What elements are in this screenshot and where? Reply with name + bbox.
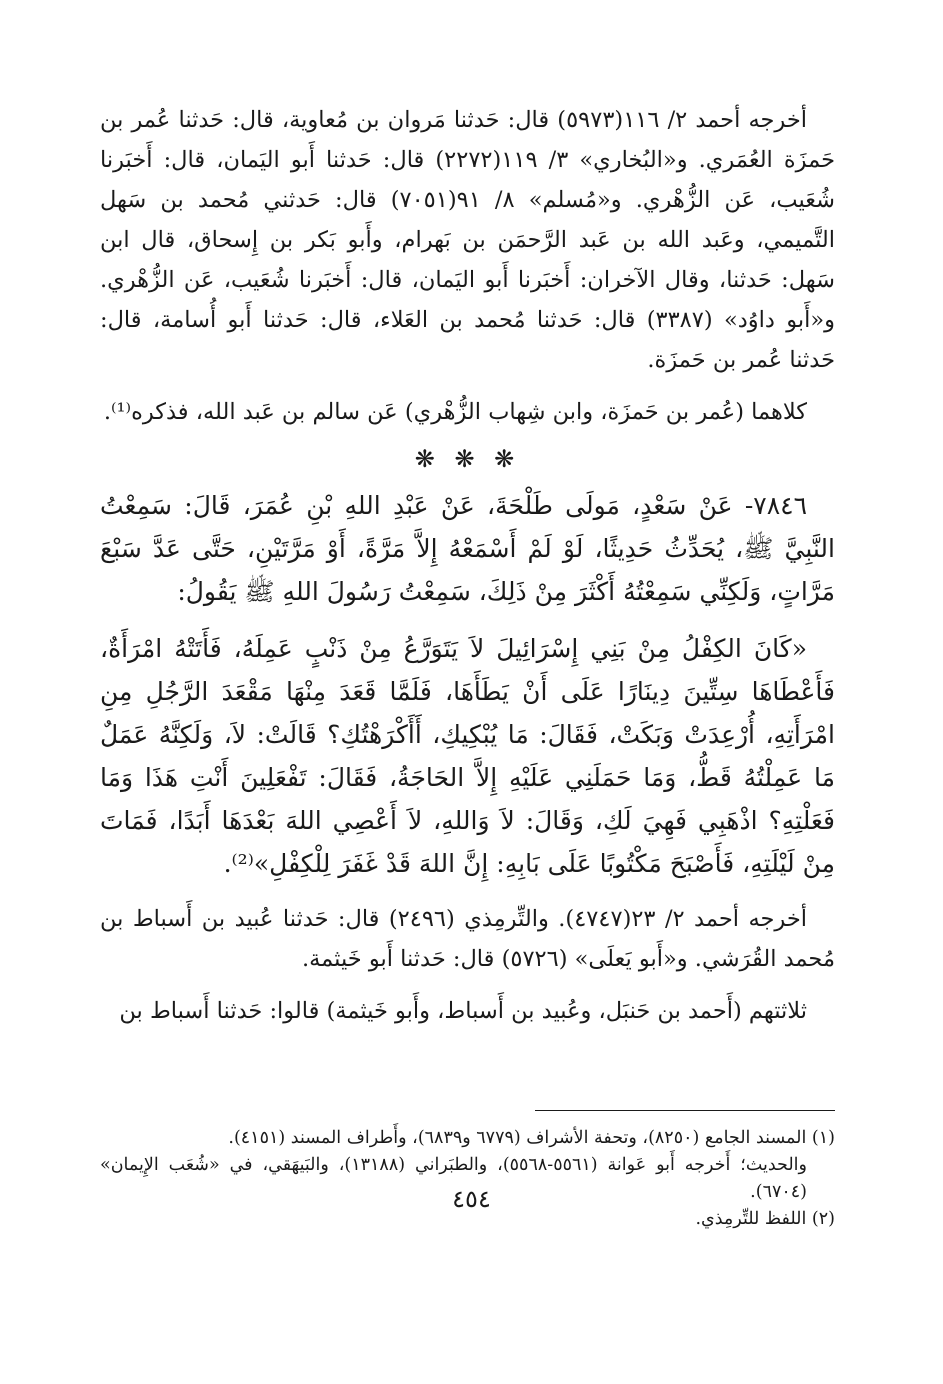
hadith-matn-paragraph: «كَانَ الكِفْلُ مِنْ بَنِي إِسْرَائِيلَ لاَ يَتَوَرَّعُ مِنْ ذَنْبٍ عَمِلَهُ، فَأَتَتْهُ امْرَأَةٌ، فَأَعْطَاهَا سِتِّينَ دِينَارًا عَلَى أَنْ يَطَأَهَا، فَلَمَّا قَعَدَ مِنْهَا مَقْعَدَ الرَّجُلِ مِنِ امْرَأَتِهِ، أُرْعِدَتْ وَبَكَتْ، فَقَالَ: مَا يُبْكِيكِ، أَأَكْرَهْتُكِ؟ قَالَتْ: لاَ، وَلَكِنَّهُ عَمَلٌ مَا عَمِلْتُهُ قَطُّ، وَمَا حَمَلَنِي عَلَيْهِ إِلاَّ الحَاجَةُ، فَقَالَ: تَفْعَلِينَ أَنْتِ هَذَا وَمَا فَعَلْتِهِ؟ اذْهَبِي فَهِيَ لَكِ، وَقَالَ: لاَ وَاللهِ، لاَ أَعْصِي اللهَ بَعْدَهَا أَبَدًا، فَمَاتَ مِنْ لَيْلَتِهِ، فَأَصْبَحَ مَكْتُوبًا عَلَى بَابِهِ: إِنَّ اللهَ قَدْ غَفَرَ لِلْكِفْلِ»⁽²⁾. — [100, 634, 835, 878]
hadith-isnad-paragraph: ٧٨٤٦- عَنْ سَعْدٍ، مَولَى طَلْحَةَ، عَنْ عَبْدِ اللهِ بْنِ عُمَرَ، قَالَ: سَمِعْتُ النَّبِيَّ ﷺ، يُحَدِّثُ حَدِيثًا، لَوْ لَمْ أَسْمَعْهُ إِلاَّ مَرَّةً، أَوْ مَرَّتَيْنِ، حَتَّى عَدَّ سَبْعَ مَرَّاتٍ، وَلَكِنِّي سَمِعْتُهُ أَكْثَرَ مِنْ ذَلِكَ، سَمِعْتُ رَسُولَ اللهِ ﷺ يَقُولُ: — [100, 491, 835, 606]
page-number: ٤٥٤ — [452, 1185, 491, 1213]
page — [100, 100, 835, 1350]
takhrij-paragraph-1: أخرجه أحمد ٢/ ١١٦(٥٩٧٣) قال: حَدثنا مَروان بن مُعاوية، قال: حَدثنا عُمر بن حَمزَة العُمَري. و«البُخاري» ٣/ ١١٩(٢٢٧٢) قال: حَدثنا أَبو اليَمان، قال: أَخبَرنا شُعَيب، عَن الزُّهْري. و«مُسلم» ٨/ ٩١(٧٠٥١) قال: حَدثني مُحمد بن سَهل التَّميمي، وعَبد الله بن عَبد الرَّحمَن بن بَهرام، وأَبو بَكر بن إِسحاق، قال ابن سَهل: حَدثنا، وقال الآخران: أَخبَرنا أَبو اليَمان، قال: أَخبَرنا شُعَيب، عَن الزُّهْري. و«أَبو داوُد» (٣٣٨٧) قال: حَدثنا مُحمد بن العَلاء، قال: حَدثنا أَبو أُسامة، قال: حَدثنا عُمر بن حَمزَة. — [100, 107, 836, 373]
footnote-1-continuation: والحديث؛ أَخرجه أَبو عَوانة (٥٥٦١-٥٥٦٨)، والطبَراني (١٣١٨٨)، والبَيهَقي، في «شُعَب الإِيمان» (٦٧٠٤). — [100, 1155, 807, 1202]
footnote-2: (٢) اللفظ للتِّرمِذي. — [695, 1209, 835, 1229]
takhrij-paragraph-2: أخرجه أحمد ٢/ ٢٣(٤٧٤٧). والتِّرمِذي (٢٤٩٦) قال: حَدثنا عُبيد بن أَسباط بن مُحمد القُرَشي. و«أَبو يَعلَى» (٥٧٢٦) قال: حَدثنا أَبو خَيثمة. — [100, 906, 835, 972]
footnote-separator-line — [535, 1110, 835, 1111]
takhrij-paragraph-3: ثلاثتهم (أَحمد بن حَنبَل، وعُبيد بن أَسباط، وأَبو خَيثمة) قالوا: حَدثنا أَسباط بن — [119, 998, 807, 1024]
footnotes — [100, 1125, 835, 1233]
footnote-1: (١) المسند الجامع (٨٢٥٠)، وتحفة الأشراف (٦٧٧٩ و٦٨٣٩)، وأَطراف المسند (٤١٥١). — [228, 1128, 835, 1148]
section-separator-stars: ❋ ❋ ❋ — [414, 445, 521, 473]
takhrij-summary-paragraph: كلاهما (عُمر بن حَمزَة، وابن شِهاب الزُّهْري) عَن سالم بن عَبد الله، فذكره⁽¹⁾. — [103, 399, 807, 425]
